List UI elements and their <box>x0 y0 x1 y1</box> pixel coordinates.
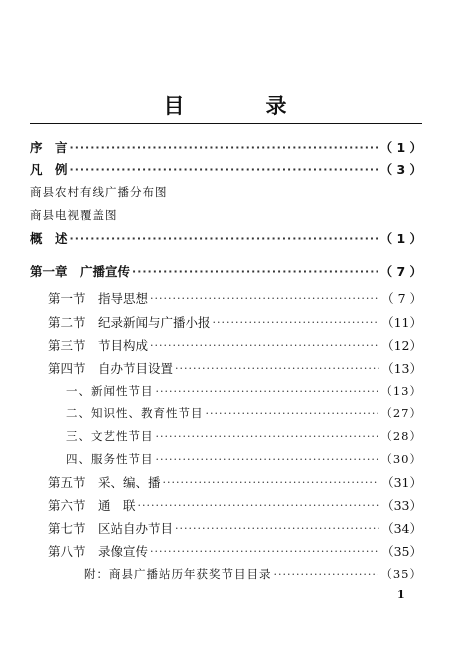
toc-entry-subsection-arts[interactable]: 三、文艺性节目 ····· （28） <box>66 426 422 446</box>
toc-entry-chapter-1[interactable]: 第一章 广播宣传 ····· （ 7 ） <box>30 261 422 281</box>
toc-entry-tv-coverage-map[interactable]: 商县电视覆盖图 <box>30 208 118 222</box>
toc-entry-subsection-education[interactable]: 二、知识性、教育性节目 ····· （27） <box>66 403 422 423</box>
title-rule <box>30 123 422 124</box>
toc-entry-section-6[interactable]: 第六节 通 联 ····· （33） <box>48 495 422 515</box>
toc-entry-section-2[interactable]: 第二节 纪录新闻与广播小报 ····· （11） <box>48 312 422 332</box>
toc-entry-subsection-service[interactable]: 四、服务性节目 ····· （30） <box>66 449 422 469</box>
toc-entry-overview[interactable]: 概 述 ····· （ 1 ） <box>30 228 422 248</box>
toc-entry-section-1[interactable]: 第一节 指导思想 ····· （ 7 ） <box>48 288 422 308</box>
page-number: 1 <box>397 588 405 601</box>
toc-entry-preface[interactable]: 序 言 ····· （ 1 ） <box>30 137 422 157</box>
toc-entry-broadcast-map[interactable]: 商县农村有线广播分布图 <box>30 185 168 199</box>
toc-entry-conventions[interactable]: 凡 例 ····· （ 3 ） <box>30 159 422 179</box>
toc-entry-section-5[interactable]: 第五节 采、编、播 ····· （31） <box>48 472 422 492</box>
toc-entry-subsection-news[interactable]: 一、新闻性节目 ····· （13） <box>66 381 422 401</box>
toc-entry-section-3[interactable]: 第三节 节目构成 ····· （12） <box>48 335 422 355</box>
toc-entry-appendix[interactable]: 附：商县广播站历年获奖节目目录 ····· （35） <box>84 564 422 584</box>
toc-entry-section-7[interactable]: 第七节 区站自办节目 ····· （34） <box>48 518 422 538</box>
toc-entry-section-4[interactable]: 第四节 自办节目设置 ····· （13） <box>48 358 422 378</box>
toc-entry-section-8[interactable]: 第八节 录像宣传 ····· （35） <box>48 541 422 561</box>
page-title: 目 录 <box>163 93 317 118</box>
